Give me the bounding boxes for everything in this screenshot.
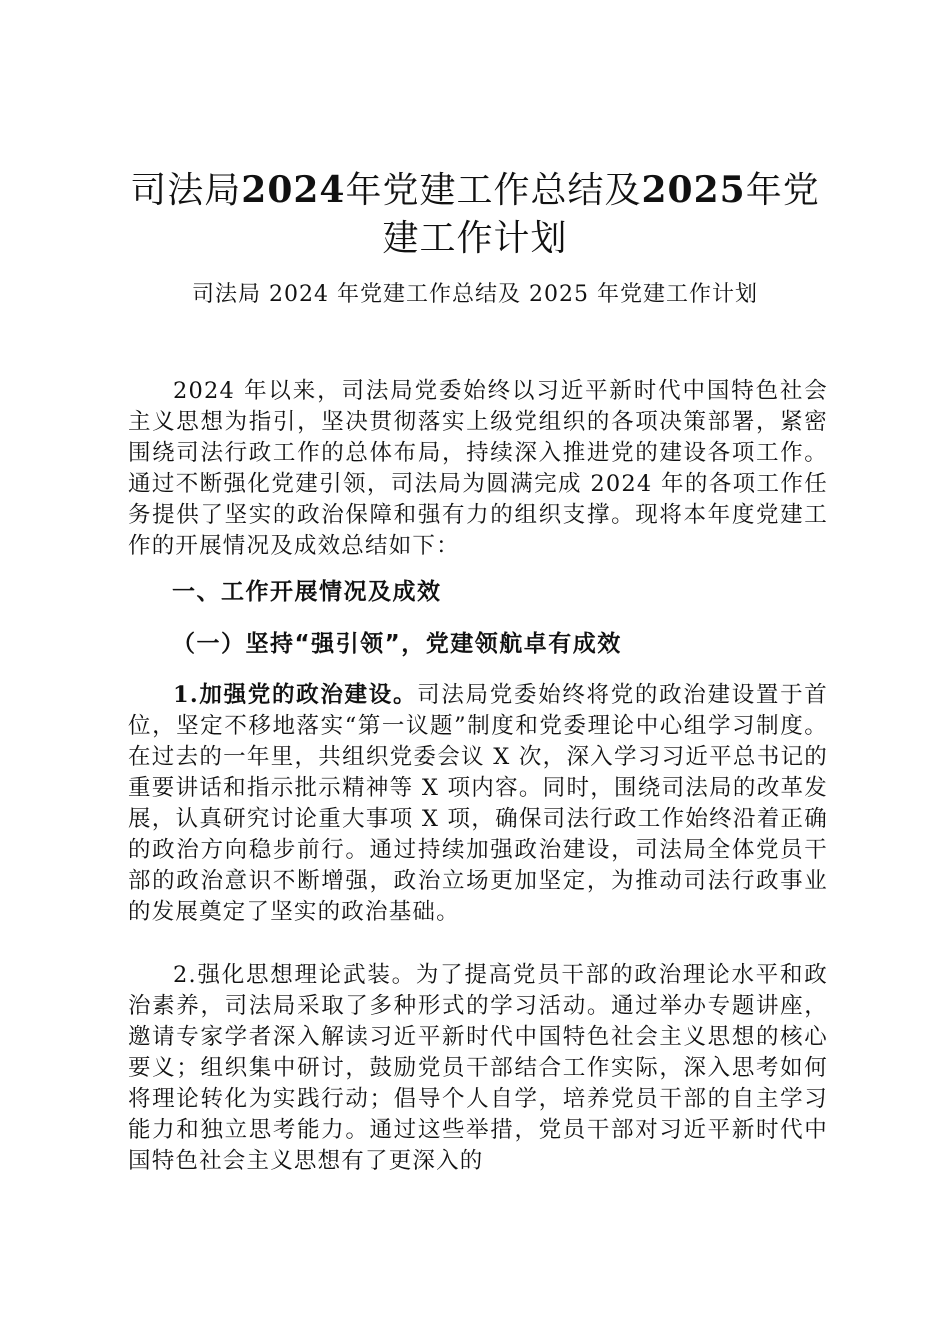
intro-paragraph: 2024 年以来，司法局党委始终以习近平新时代中国特色社会主义思想为指引，坚决贯彻落实上级党组织的各项决策部署，紧密围绕司法行政工作的总体布局，持续深入推进党的建设各项工作。通过不断强化党建引领，司法局为圆满完成 2024 年的各项工作任务提供了坚实的政治保障和强有力的组织支撑。现将本年度党建工作的开展情况及成效总结如下： (128, 378, 828, 559)
title-part-1: 司法局 (130, 170, 242, 211)
item-1-lead: 1.加强党的政治建设。 (173, 682, 418, 708)
section-heading-1: 一、工作开展情况及成效 (172, 579, 442, 605)
document-subtitle: 司法局 2024 年党建工作总结及 2025 年党建工作计划 (192, 282, 758, 307)
title-part-3: 年党建工作计划 (382, 170, 820, 259)
title-year-2025: 2025 (641, 169, 746, 211)
title-year-2024: 2024 (241, 169, 346, 211)
item-1-paragraph (128, 680, 828, 928)
item-2-paragraph: 2.强化思想理论武装。为了提高党员干部的政治理论水平和政治素养，司法局采取了多种形式的学习活动。通过举办专题讲座，邀请专家学者深入解读习近平新时代中国特色社会主义思想的核心要义；组织集中研讨，鼓励党员干部结合工作实际，深入思考如何将理论转化为实践行动；倡导个人自学，培养党员干部的自主学习能力和独立思考能力。通过这些举措，党员干部对习近平新时代中国特色社会主义思想有了更深入的 (128, 962, 828, 1174)
document-title (120, 166, 830, 263)
item-1-body: 司法局党委始终将党的政治建设置于首位，坚定不移地落实“第一议题”制度和党委理论中心组学习制度。在过去的一年里，共组织党委会议 X 次，深入学习习近平总书记的重要讲话和指示批示精神等 X 项内容。同时，围绕司法局的改革发展，认真研究讨论重大事项 X 项，确保司法行政工作始终沿着正确的政治方向稳步前行。通过持续加强政治建设，司法局全体党员干部的政治意识不断增强，政治立场更加坚定，为推动司法行政事业的发展奠定了坚实的政治基础。 (128, 682, 828, 925)
subsection-heading-1: （一）坚持“强引领”，党建领航卓有成效 (172, 631, 622, 657)
title-part-2: 年党建工作总结及 (345, 170, 642, 211)
